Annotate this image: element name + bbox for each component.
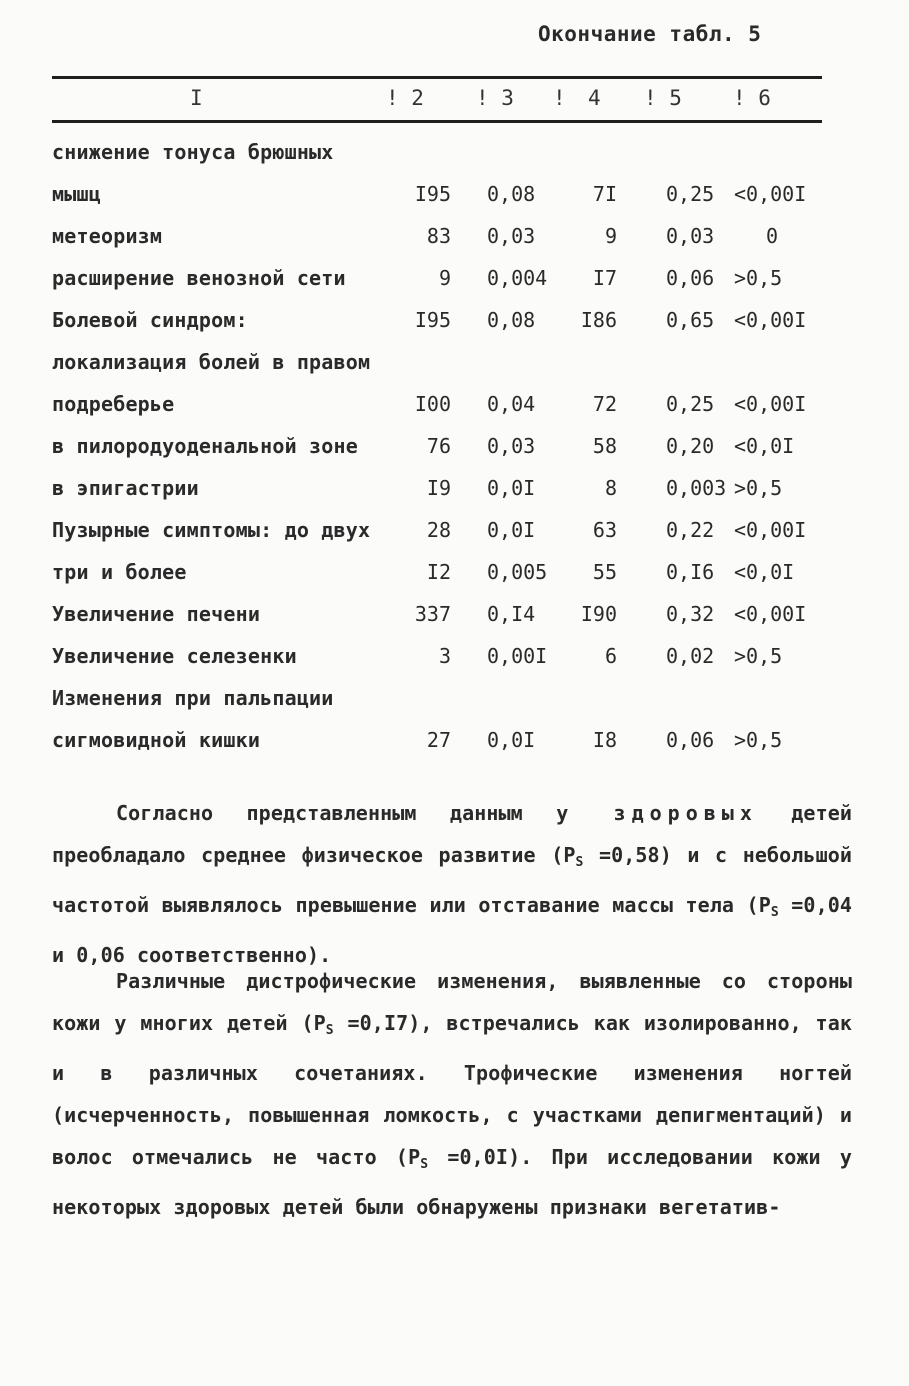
cell-c2: I95 xyxy=(414,182,451,206)
cell-c2: 9 xyxy=(438,266,451,290)
row-label: Изменения при пальпации xyxy=(52,686,334,710)
cell-c5: 0,03 xyxy=(666,224,715,248)
row-label: Увеличение селезенки xyxy=(52,644,297,668)
cell-c4: 63 xyxy=(592,518,617,542)
row-label: Увеличение печени xyxy=(52,602,261,626)
table-row xyxy=(0,434,909,476)
cell-c2: 83 xyxy=(426,224,451,248)
cell-c6: <0,00I xyxy=(734,182,807,206)
cell-c4: 8 xyxy=(604,476,617,500)
cell-c4: 58 xyxy=(592,434,617,458)
cell-c3: 0,0I xyxy=(487,728,536,752)
table-row xyxy=(0,728,909,770)
cell-c4: I8 xyxy=(592,728,617,752)
p1-text-c: детей преобладало среднее физическое развитие (P xyxy=(52,801,852,867)
row-label: расширение венозной сети xyxy=(52,266,346,290)
cell-c3: 0,04 xyxy=(487,392,536,416)
cell-c2: 3 xyxy=(438,644,451,668)
p2-subscript-2: S xyxy=(420,1157,429,1172)
table-row xyxy=(0,308,909,350)
cell-c4: 9 xyxy=(604,224,617,248)
paragraph-2 xyxy=(52,960,852,1228)
header-col-1: I xyxy=(190,86,203,110)
cell-c6: <0,00I xyxy=(734,308,807,332)
row-label: Болевой синдром: xyxy=(52,308,248,332)
table-row xyxy=(0,182,909,224)
cell-c5: 0,25 xyxy=(666,182,715,206)
cell-c4: I90 xyxy=(580,602,617,626)
table-row xyxy=(0,518,909,560)
cell-c3: 0,I4 xyxy=(487,602,536,626)
table-row xyxy=(0,224,909,266)
header-col-5: ! 5 xyxy=(644,86,682,110)
cell-c3: 0,08 xyxy=(487,308,536,332)
table-row xyxy=(0,602,909,644)
row-label: в пилородуоденальной зоне xyxy=(52,434,359,458)
cell-c6: <0,0I xyxy=(734,434,795,458)
p1-text-e: =0,04 и 0,06 соответственно). xyxy=(52,893,852,967)
table-top-rule xyxy=(52,76,822,79)
row-label: подреберье xyxy=(52,392,175,416)
cell-c2: I95 xyxy=(414,308,451,332)
table-row xyxy=(0,350,909,392)
cell-c5: 0,22 xyxy=(666,518,715,542)
p1-spaced-phrase: у здоровых xyxy=(556,801,758,825)
p1-text-a: Согласно представленным данным xyxy=(116,801,557,825)
p1-subscript-1: S xyxy=(575,855,584,870)
p2-text-c: =0,0I). При исследовании кожи у некоторых здоровых детей были обнаружены признаки вегетатив- xyxy=(52,1145,852,1219)
cell-c5: 0,25 xyxy=(666,392,715,416)
cell-c5: 0,06 xyxy=(666,266,715,290)
table-row xyxy=(0,644,909,686)
row-label: сигмовидной кишки xyxy=(52,728,261,752)
cell-c2: 76 xyxy=(426,434,451,458)
cell-c2: I2 xyxy=(426,560,451,584)
p2-text-b: =0,I7), встречались как изолированно, так и в различных сочетаниях. Трофические изменения ногтей (исчерченность, повышенная ломкость, с участками депигментаций) и волос отмечались не часто (P xyxy=(52,1011,852,1169)
cell-c3: 0,00I xyxy=(487,644,548,668)
header-col-3: ! 3 xyxy=(476,86,514,110)
row-label: мышц xyxy=(52,182,101,206)
paragraph-1 xyxy=(52,792,852,976)
cell-c5: 0,65 xyxy=(666,308,715,332)
cell-c5: 0,20 xyxy=(666,434,715,458)
cell-c4: 7I xyxy=(592,182,617,206)
cell-c3: 0,08 xyxy=(487,182,536,206)
p1-text-d: =0,58) и с небольшой частотой выявлялось превышение или отставание массы тела (P xyxy=(52,843,852,917)
p1-subscript-2: S xyxy=(770,905,779,920)
table-row xyxy=(0,686,909,728)
row-label: локализация болей в правом xyxy=(52,350,371,374)
table-row xyxy=(0,392,909,434)
cell-c2: I00 xyxy=(414,392,451,416)
cell-c6: >0,5 xyxy=(734,476,783,500)
table-header-rule xyxy=(52,120,822,123)
header-sep-4: ! xyxy=(553,86,566,110)
cell-c2: I9 xyxy=(426,476,451,500)
cell-c6: <0,00I xyxy=(734,602,807,626)
header-col-4: 4 xyxy=(588,86,601,110)
cell-c4: I7 xyxy=(592,266,617,290)
cell-c6: <0,00I xyxy=(734,392,807,416)
cell-c3: 0,0I xyxy=(487,518,536,542)
cell-c5: 0,02 xyxy=(666,644,715,668)
cell-c2: 27 xyxy=(426,728,451,752)
table-caption: Окончание табл. 5 xyxy=(538,22,762,46)
row-label: три и более xyxy=(52,560,187,584)
cell-c6: >0,5 xyxy=(734,266,783,290)
cell-c3: 0,03 xyxy=(487,434,536,458)
cell-c6: >0,5 xyxy=(734,644,783,668)
table-row xyxy=(0,476,909,518)
header-col-6: ! 6 xyxy=(733,86,771,110)
cell-c6: <0,0I xyxy=(734,560,795,584)
cell-c6: 0 xyxy=(766,224,779,248)
cell-c6: <0,00I xyxy=(734,518,807,542)
cell-c4: 72 xyxy=(592,392,617,416)
cell-c3: 0,004 xyxy=(487,266,548,290)
row-label: метеоризм xyxy=(52,224,163,248)
cell-c5: 0,06 xyxy=(666,728,715,752)
cell-c4: 55 xyxy=(592,560,617,584)
p2-text-a: Различные дистрофические изменения, выявленные со стороны кожи у многих детей (P xyxy=(52,969,852,1035)
cell-c3: 0,005 xyxy=(487,560,548,584)
table-row xyxy=(0,560,909,602)
p2-subscript-1: S xyxy=(325,1023,334,1038)
cell-c5: 0,32 xyxy=(666,602,715,626)
cell-c3: 0,0I xyxy=(487,476,536,500)
row-label: Пузырные симптомы: до двух xyxy=(52,518,371,542)
row-label: в эпигастрии xyxy=(52,476,199,500)
table-row xyxy=(0,140,909,182)
cell-c5: 0,I6 xyxy=(666,560,715,584)
cell-c3: 0,03 xyxy=(487,224,536,248)
cell-c4: 6 xyxy=(604,644,617,668)
cell-c6: >0,5 xyxy=(734,728,783,752)
header-col-2: ! 2 xyxy=(386,86,424,110)
table-row xyxy=(0,266,909,308)
row-label: снижение тонуса брюшных xyxy=(52,140,334,164)
cell-c5: 0,003 xyxy=(666,476,727,500)
cell-c2: 28 xyxy=(426,518,451,542)
cell-c2: 337 xyxy=(414,602,451,626)
cell-c4: I86 xyxy=(580,308,617,332)
